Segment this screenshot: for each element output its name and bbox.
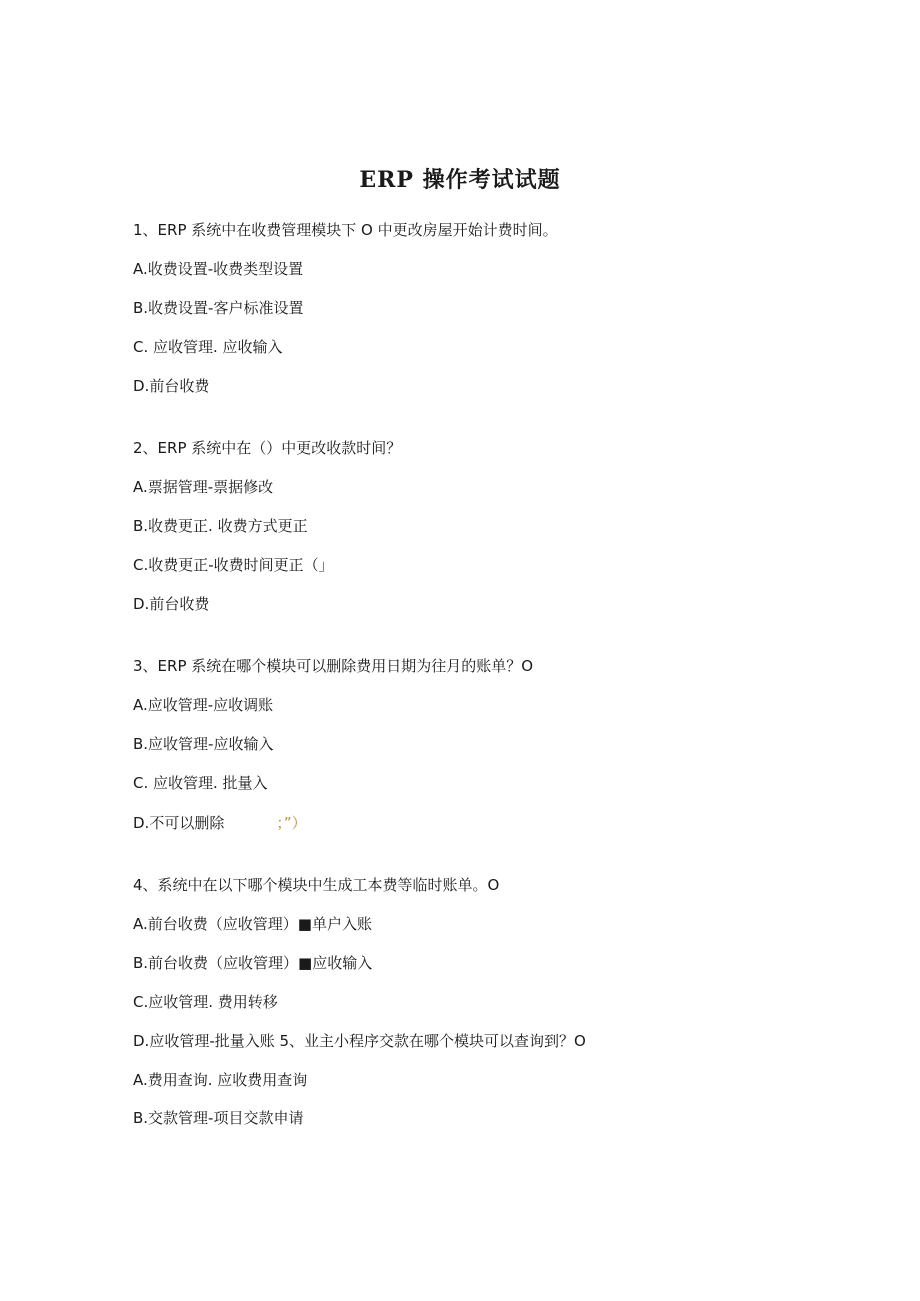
question-2-option-b: B.收费更正. 收费方式更正: [133, 517, 308, 535]
question-3-option-d-marks: ；”）: [276, 814, 307, 832]
question-2-option-d: D.前台收费: [133, 595, 210, 613]
question-2-option-a: A.票据管理-票据修改: [133, 478, 274, 496]
question-1-option-c: C. 应收管理. 应收输入: [133, 338, 283, 356]
question-4-option-d: D.应收管理-批量入账 5、业主小程序交款在哪个模块可以查询到？O: [133, 1032, 586, 1050]
question-4-option-b: B.前台收费（应收管理）■应收输入: [133, 954, 373, 972]
question-4-stem: 4、系统中在以下哪个模块中生成工本费等临时账单。O: [133, 876, 500, 894]
question-3-option-b: B.应收管理-应收输入: [133, 735, 274, 753]
question-3-option-a: A.应收管理-应收调账: [133, 696, 274, 714]
question-3-option-d: D.不可以删除: [133, 814, 225, 832]
question-5-option-b: B.交款管理-项目交款申请: [133, 1109, 304, 1127]
question-1-option-d: D.前台收费: [133, 377, 210, 395]
document-title: ERP 操作考试试题: [359, 167, 561, 193]
question-2-option-c: C.收费更正-收费时间更正（」: [133, 556, 334, 574]
question-2-stem: 2、ERP 系统中在（）中更改收款时间？: [133, 439, 402, 457]
question-3-stem: 3、ERP 系统在哪个模块可以删除费用日期为往月的账单？O: [133, 657, 534, 675]
question-5-option-a: A.费用查询. 应收费用查询: [133, 1071, 308, 1089]
question-3-option-d-line: [133, 813, 307, 833]
question-4-option-c: C.应收管理. 费用转移: [133, 993, 278, 1011]
question-1-option-a: A.收费设置-收费类型设置: [133, 260, 304, 278]
question-1-stem: 1、ERP 系统中在收费管理模块下 O 中更改房屋开始计费时间。: [133, 221, 558, 239]
question-1-option-b: B.收费设置-客户标准设置: [133, 299, 304, 317]
question-3-option-c: C. 应收管理. 批量入: [133, 774, 268, 792]
question-4-option-a: A.前台收费（应收管理）■单户入账: [133, 915, 372, 933]
